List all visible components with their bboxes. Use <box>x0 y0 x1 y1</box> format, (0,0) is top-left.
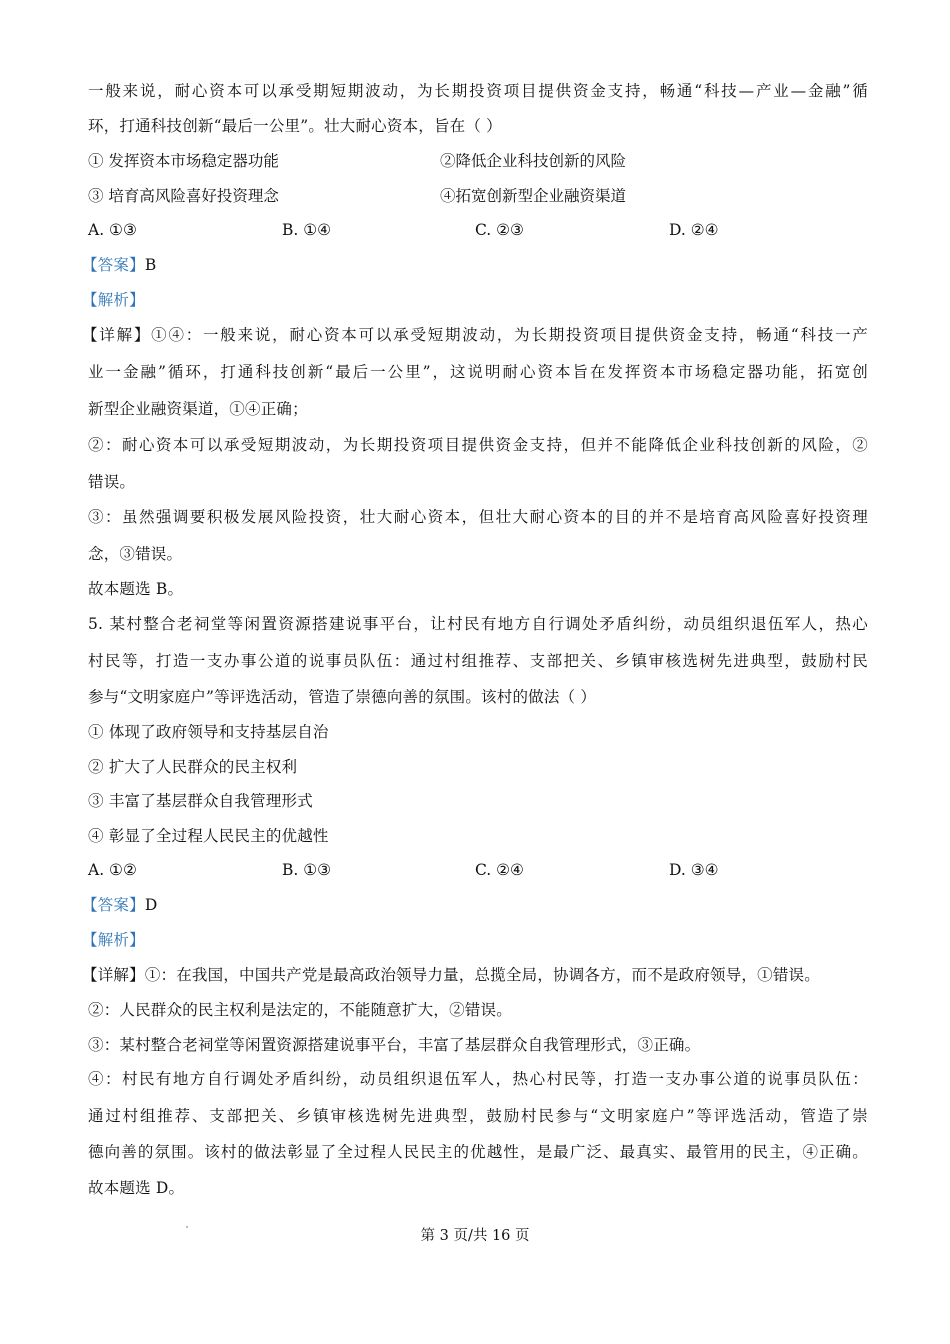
q4-statement-3: ③ 培育高风险喜好投资理念 <box>88 187 279 205</box>
q5-answer-value: D <box>144 896 158 914</box>
q4-detail-line-7: 念，③错误。 <box>88 545 183 563</box>
q4-detail-line-6: ③：虽然强调要积极发展风险投资，壮大耐心资本，但壮大耐心资本的目的并不是培育高风险喜好投资理 <box>88 508 868 526</box>
q5-options <box>88 859 868 881</box>
q5-stem-line-1: 5. 某村整合老祠堂等闲置资源搭建说事平台，让村民有地方自行调处矛盾纠纷，动员组织退伍军人，热心 <box>88 615 868 633</box>
q4-detail-line-3: 新型企业融资渠道，①④正确； <box>88 400 308 418</box>
q5-answer-tag: 【答案】 <box>82 896 145 914</box>
q4-statement-1: ① 发挥资本市场稳定器功能 <box>88 152 279 170</box>
q4-detail-line-2: 业一金融”循环，打通科技创新“最后一公里”，这说明耐心资本旨在发挥资本市场稳定器功能，拓宽创 <box>88 363 868 381</box>
q5-option-b: B. ①③ <box>282 861 332 879</box>
q4-stem-line-2: 环，打通科技创新“最后一公里”。壮大耐心资本，旨在（ ） <box>88 117 502 135</box>
q4-detail-line-5: 错误。 <box>88 473 136 491</box>
q5-detail-tag: 【详解】 <box>82 966 145 984</box>
q4-answer <box>82 254 862 276</box>
q4-options <box>88 219 868 241</box>
q5-detail-line-7: 故本题选 D。 <box>88 1179 185 1197</box>
q4-option-d: D. ②④ <box>669 221 719 239</box>
q4-detail-text-1: ①④：一般来说，耐心资本可以承受短期波动，为长期投资项目提供资金支持，畅通“科技一产 <box>151 326 868 344</box>
q4-analysis <box>82 289 862 311</box>
q4-detail-tag: 【详解】 <box>82 326 152 344</box>
page-footer: 第 3 页/共 16 页 <box>420 1228 530 1244</box>
q4-answer-value: B <box>144 256 157 274</box>
q5-option-c: C. ②④ <box>475 861 524 879</box>
q5-statement-3: ③ 丰富了基层群众自我管理形式 <box>88 792 313 810</box>
q4-option-b: B. ①④ <box>282 221 332 239</box>
q5-stem-line-3: 参与“文明家庭户”等评选活动，管造了崇德向善的氛围。该村的做法（ ） <box>88 688 597 706</box>
q5-statement-4: ④ 彰显了全过程人民民主的优越性 <box>88 827 329 845</box>
q5-detail-line-5: 通过村组推荐、支部把关、乡镇审核选树先进典型，鼓励村民参与“文明家庭户”等评选活动，管造了崇 <box>88 1107 868 1125</box>
q5-analysis <box>82 929 862 951</box>
q5-detail-line-2: ②：人民群众的民主权利是法定的，不能随意扩大，②错误。 <box>88 1001 512 1019</box>
q4-answer-tag: 【答案】 <box>82 256 145 274</box>
q4-statement-2: ②降低企业科技创新的风险 <box>440 152 627 170</box>
q5-statement-1: ① 体现了政府领导和支持基层自治 <box>88 723 329 741</box>
q5-detail-line-6: 德向善的氛围。该村的做法彰显了全过程人民民主的优越性，是最广泛、最真实、最管用的民主，④正确。 <box>88 1143 868 1161</box>
q4-statement-4: ④拓宽创新型企业融资渠道 <box>440 187 627 205</box>
q5-detail-line-4: ④：村民有地方自行调处矛盾纠纷，动员组织退伍军人，热心村民等，打造一支办事公道的说事员队伍： <box>88 1070 868 1088</box>
q5-analysis-tag: 【解析】 <box>82 931 145 949</box>
q4-option-c: C. ②③ <box>475 221 524 239</box>
q5-detail-line-1 <box>82 964 868 986</box>
q4-statements-row-2 <box>88 185 868 207</box>
q4-stem-line-1: 一般来说，耐心资本可以承受期短期波动，为长期投资项目提供资金支持，畅通“科技—产业—金融”循 <box>88 82 868 100</box>
q5-option-a: A. ①② <box>88 861 137 879</box>
q4-statements-row-1 <box>88 150 868 172</box>
q5-option-d: D. ③④ <box>669 861 719 879</box>
q4-option-a: A. ①③ <box>88 221 137 239</box>
q5-detail-line-3: ③：某村整合老祠堂等闲置资源搭建说事平台，丰富了基层群众自我管理形式，③正确。 <box>88 1036 701 1054</box>
q5-statement-2: ② 扩大了人民群众的民主权利 <box>88 758 298 776</box>
q5-answer <box>82 894 862 916</box>
q4-analysis-tag: 【解析】 <box>82 291 145 309</box>
q4-detail-line-1 <box>82 324 868 346</box>
q4-detail-line-8: 故本题选 B。 <box>88 580 184 598</box>
q4-detail-line-4: ②：耐心资本可以承受短期波动，为长期投资项目提供资金支持，但并不能降低企业科技创新的风险，② <box>88 436 868 454</box>
q5-stem-line-2: 村民等，打造一支办事公道的说事员队伍：通过村组推荐、支部把关、乡镇审核选树先进典型，鼓励村民 <box>88 652 868 670</box>
q5-detail-text-1: ①：在我国，中国共产党是最高政治领导力量，总揽全局，协调各方，而不是政府领导，①错误。 <box>144 966 820 984</box>
